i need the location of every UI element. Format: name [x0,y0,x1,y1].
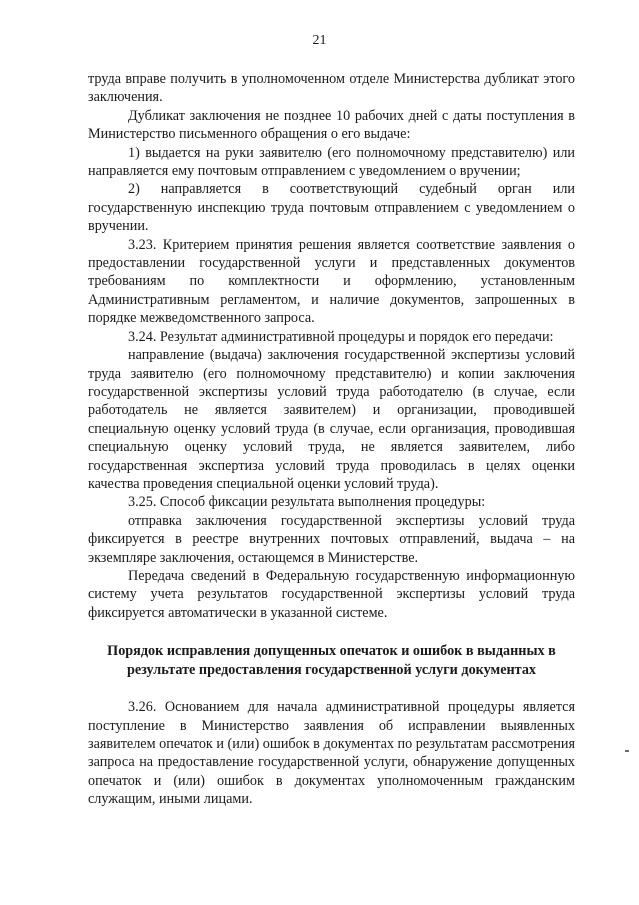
paragraph-3-25: 3.25. Способ фиксации результата выполнения процедуры: [128,494,486,511]
spacer [88,680,575,698]
list-item-1: 1) выдается на руки заявителю (его полномочному представителю) или направляется ему почтовым отправлением с уведомлением о вручении; [88,144,575,180]
paragraph-3-23: 3.23. Критерием принятия решения является соответствие заявления о предоставлении государственной услуги и представленных документов требованиям по комплектности и оформлению, установленным Административным регламентом, и наличие документов, запрошенных в порядке межведомственного запроса. [88,236,575,327]
paragraph-result-transfer: направление (выдача) заключения государственной экспертизы условий труда заявителю (его полномочному представителю) и копии заключения государственной экспертизы условий труда работодателю (в случае, если работодатель не является заявителем) и организации, проводившей специальную оценку условий труда (в случае, если организация, проводившая специальную оценку условий труда, не является заявителем, либо государственная экспертиза условий труда проводилась в целях оценки качества проведения специальной оценки условий труда). [88,347,575,492]
paragraph-fgis-transfer: Передача сведений в Федеральную государственную информационную систему учета результатов государственной экспертизы условий труда фиксируется автоматически в указанной системе. [88,567,575,621]
page-number: 21 [312,33,327,48]
list-item-2: 2) направляется в соответствующий судебный орган или государственную инспекцию труда почтовым отправлением с уведомлением о вручении. [88,181,575,235]
paragraph-fixation: отправка заключения государственной экспертизы условий труда фиксируется в реестре внутренних почтовых отправлений, выдача – на экземпляре заключения, остающемся в Министерстве. [88,512,575,566]
scan-mark [625,750,629,752]
document-body [88,70,575,809]
paragraph-3-26: 3.26. Основанием для начала административной процедуры является поступление в Министерство заявления об исправлении выявленных заявителем опечаток и (или) ошибок в документах по результатам рассмотрения запроса на предоставление государственной услуги, обнаружение допущенных опечаток и (или) ошибок в документах уполномоченным гражданским служащим, иными лицами. [88,699,575,808]
paragraph-3-24: 3.24. Результат административной процедуры и порядок его передачи: [128,328,554,345]
paragraph-continuation: труда вправе получить в уполномоченном отделе Министерства дубликат этого заключения. [88,71,575,106]
spacer [88,622,575,642]
section-heading: Порядок исправления допущенных опечаток и ошибок в выданных в результате предоставления государственной услуги документах [107,643,556,679]
paragraph-duplicate: Дубликат заключения не позднее 10 рабочих дней с даты поступления в Министерство письменного обращения о его выдаче: [88,107,575,143]
